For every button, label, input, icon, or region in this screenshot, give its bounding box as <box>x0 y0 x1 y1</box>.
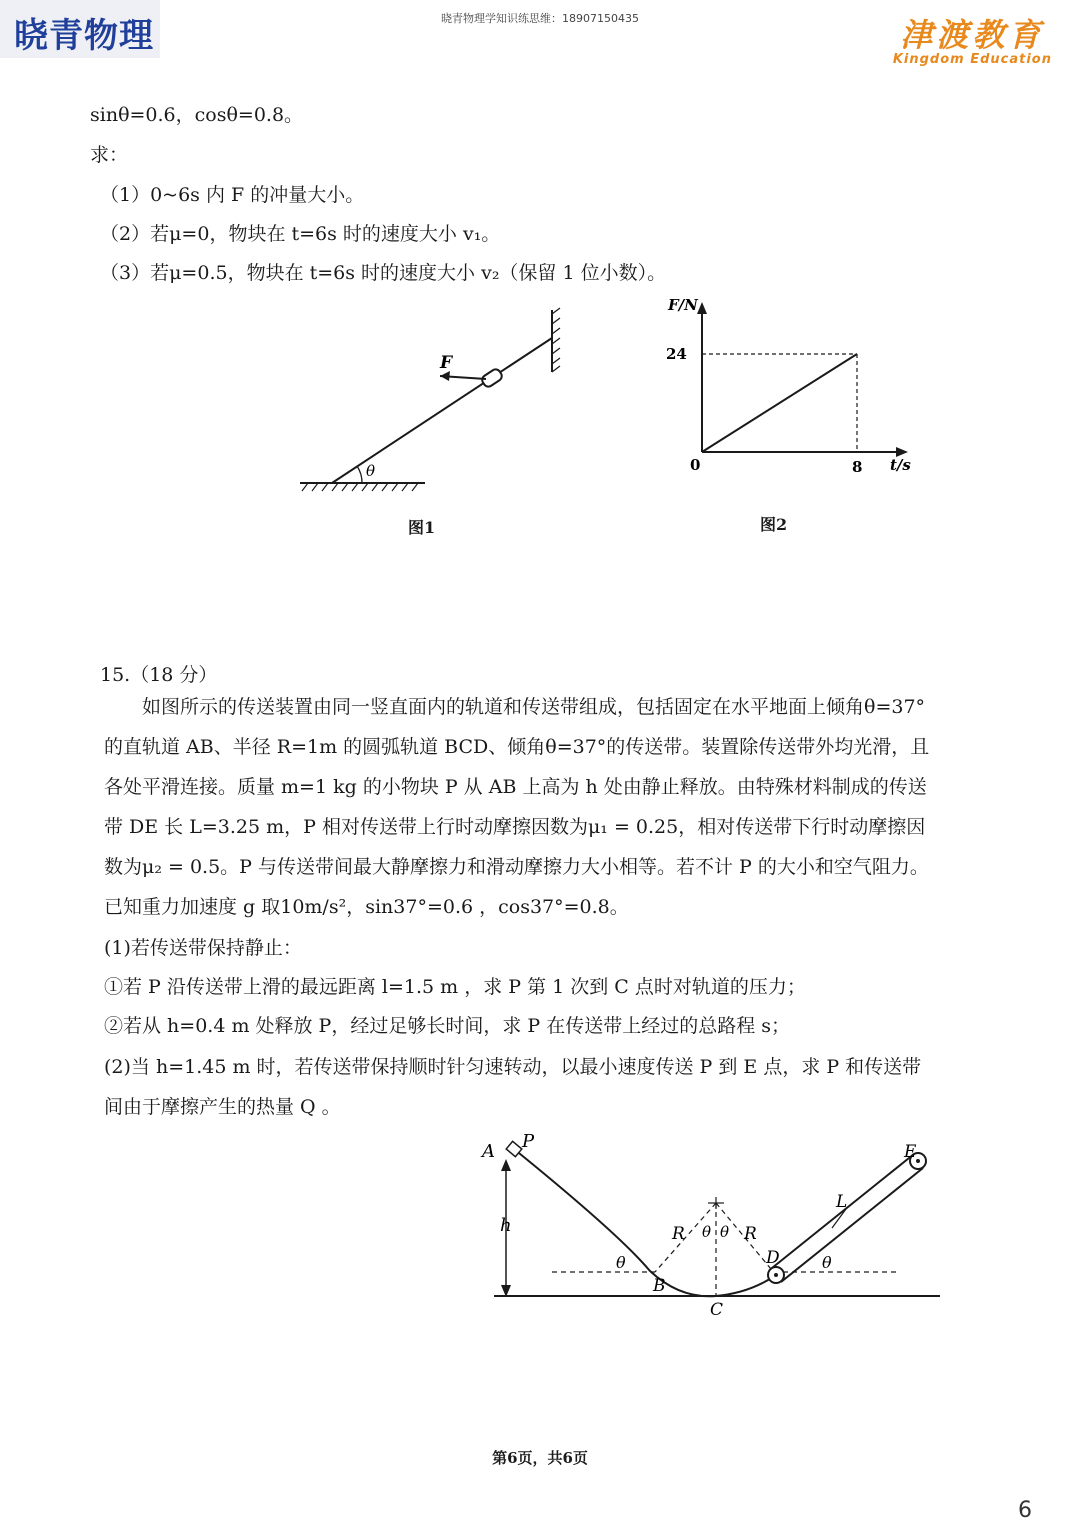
data-series-line <box>702 354 857 452</box>
ask-label: 求： <box>90 144 129 166</box>
problem15-part1a: ①若 P 沿传送带上滑的最远距离 l=1.5 m ，求 P 第 1 次到 C 点时对轨道的压力； <box>104 976 806 998</box>
label-L: L <box>836 1192 848 1212</box>
x-tick-0: 0 <box>690 456 701 474</box>
figure2-chart <box>650 290 930 490</box>
question-1: （1）0~6s 内 F 的冲量大小。 <box>100 184 365 206</box>
label-theta-belt: θ <box>822 1253 832 1272</box>
problem15-part1: (1)若传送带保持静止： <box>104 937 302 959</box>
y-tick-24: 24 <box>666 345 687 363</box>
y-axis-arrow <box>697 302 707 314</box>
dashed-guides <box>552 1203 900 1296</box>
angle-label: θ <box>366 462 376 480</box>
x-axis-label: t/s <box>890 456 911 474</box>
header-right-logo <box>893 10 1052 67</box>
left-logo-text: 晓青物理 <box>14 16 154 56</box>
problem15-intro <box>104 687 934 927</box>
page-number: 6 <box>1018 1498 1032 1523</box>
label-theta-center-left: θ <box>702 1223 712 1241</box>
right-logo-cn: 津渡教育 <box>900 16 1045 54</box>
question-3: （3）若μ=0.5，物块在 t=6s 时的速度大小 v₂（保留 1 位小数）。 <box>100 262 667 284</box>
label-P: P <box>522 1131 535 1152</box>
figure1-diagram <box>290 300 570 500</box>
belt-bottom <box>781 1168 923 1282</box>
problem15-part2: (2)当 h=1.45 m 时，若传送带保持顺时针匀速转动，以最小速度传送 P 到 E 点，求 P 和传送带间由于摩擦产生的热量 Q 。 <box>104 1056 922 1118</box>
h-arrow-top <box>501 1159 511 1171</box>
label-theta-center-right: θ <box>720 1223 730 1241</box>
right-logo-en: Kingdom Education <box>892 52 1052 67</box>
given-values: sinθ=0.6，cosθ=0.8。 <box>90 104 304 126</box>
x-tick-8: 8 <box>852 458 863 476</box>
label-A: A <box>482 1141 495 1162</box>
track-curve <box>514 1149 776 1296</box>
figure2-caption: 图2 <box>760 515 788 534</box>
label-R-left: R <box>672 1224 685 1244</box>
problem15-heading: 15.（18 分） <box>100 664 218 686</box>
question-2: （2）若μ=0，物块在 t=6s 时的速度大小 v₁。 <box>100 223 501 245</box>
label-C: C <box>710 1300 724 1320</box>
label-B: B <box>653 1276 666 1296</box>
force-label: F <box>440 353 453 373</box>
problem15-intro-text: 如图所示的传送装置由同一竖直面内的轨道和传送带组成，包括固定在水平地面上倾角θ=37°的直轨道 AB、半径 R=1m 的圆弧轨道 BCD、倾角θ=37°的传送带。装置除传送带外均光滑，且各处平滑连接。质量 m=1 kg 的小物块 P 从 AB 上高为 h 处由静止释放。由特殊材料制成的传送带 DE 长 L=3.25 m，P 相对传送带上行时动摩擦因数为μ₁ = 0.25，相对传送带下行时动摩擦因数为μ₂ = 0.5。P 与传送带间最大静摩擦力和滑动摩擦力大小相等。若不计 P 的大小和空气阻力。已知重力加速度 g 取10m/s²，sin37°=0.6 ，cos37°=0.8。 <box>104 696 930 918</box>
label-R-right: R <box>744 1224 757 1244</box>
header-center-text: 晓青物理学知识练思维：18907150435 <box>441 12 639 25</box>
label-D: D <box>766 1248 780 1268</box>
label-h: h <box>500 1215 512 1236</box>
figure3-diagram <box>470 1125 950 1325</box>
label-E: E <box>904 1142 917 1162</box>
y-axis-label: F/N <box>668 296 698 314</box>
page-footer: 第6页，共6页 <box>492 1449 588 1467</box>
angle-arc <box>357 466 362 483</box>
header-left-logo <box>0 0 160 58</box>
label-theta-incline: θ <box>616 1253 626 1272</box>
problem15-part1b: ②若从 h=0.4 m 处释放 P，经过足够长时间，求 P 在传送带上经过的总路程 s； <box>104 1015 790 1037</box>
ground-hatch <box>302 483 418 491</box>
figure1-caption: 图1 <box>408 518 436 537</box>
wall-hatch <box>552 308 560 372</box>
